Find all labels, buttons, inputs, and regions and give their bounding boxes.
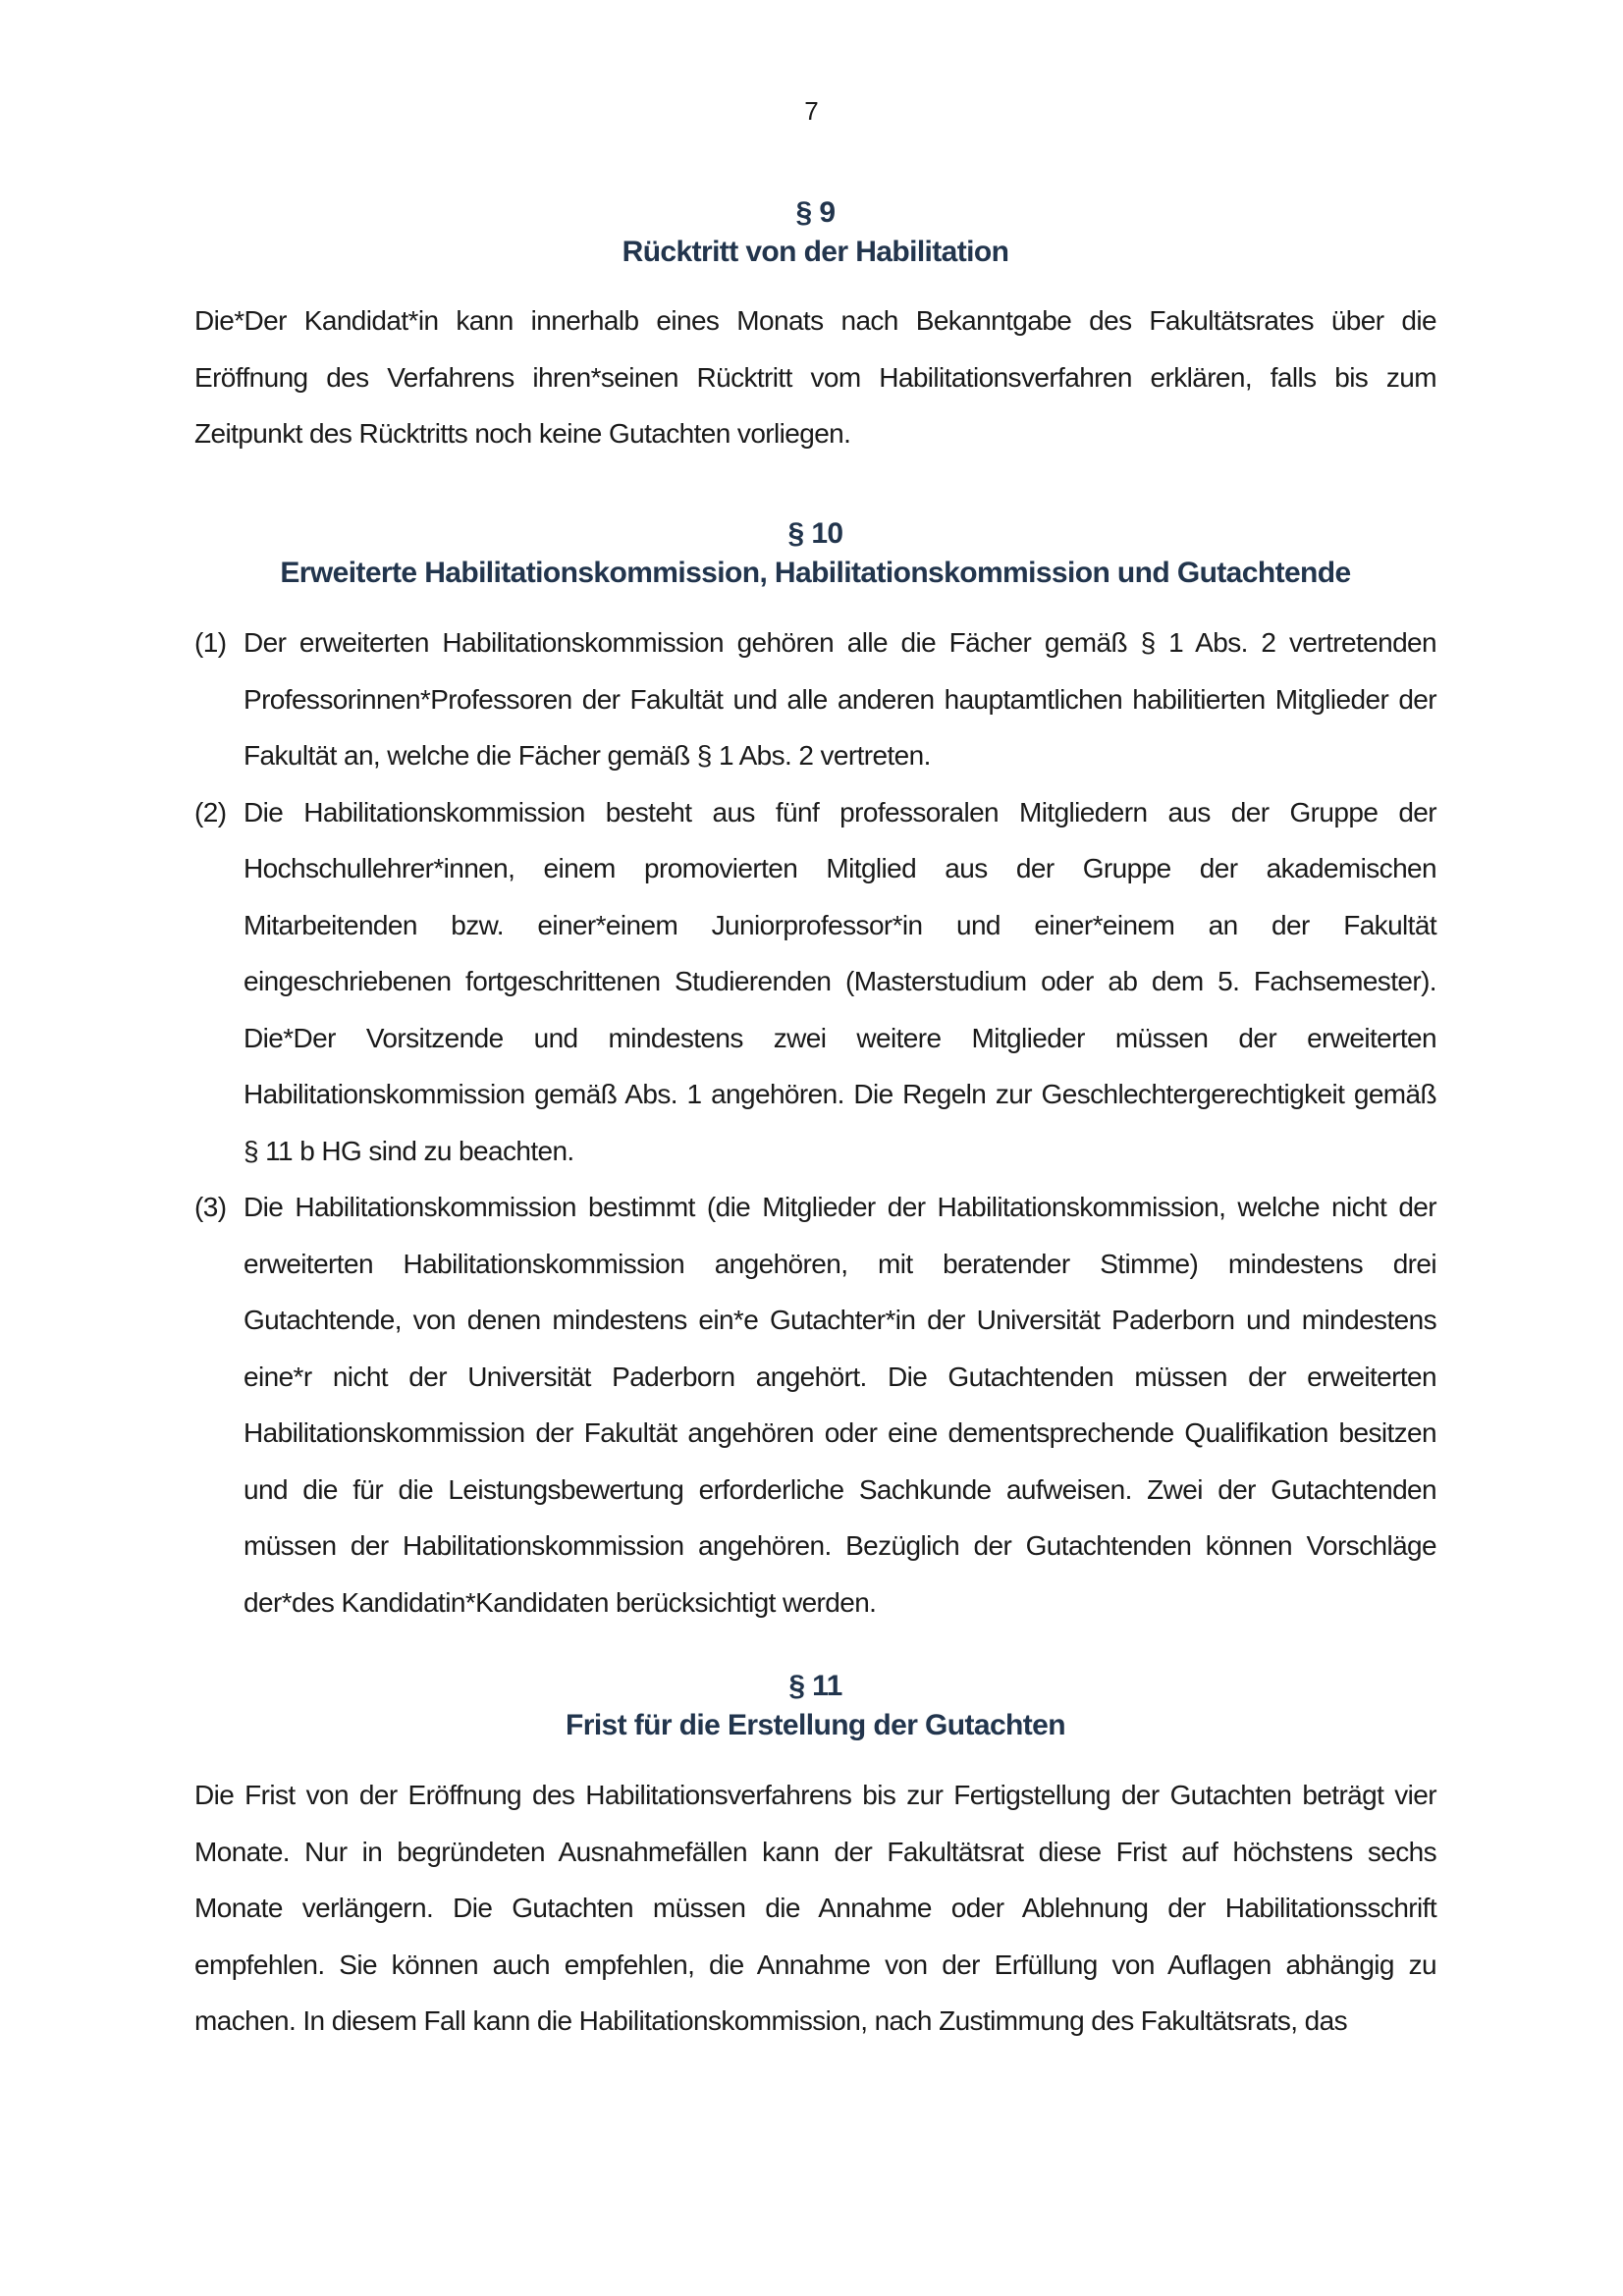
list-item bbox=[194, 614, 1436, 784]
section-9-number: § 9 bbox=[795, 196, 836, 229]
section-9-body bbox=[194, 293, 1436, 462]
section-11-paragraph: Die Frist von der Eröffnung des Habilitationsverfahrens bis zur Fertigstellung der Gutachten beträgt vier Monate. Nur in begründeten Ausnahmefällen kann der Fakultätsrat diese Frist auf höchstens sechs Monate verlängern. Die Gutachten müssen die Annahme oder Ablehnung der Habilitationsschrift empfehlen. Sie können auch empfehlen, die Annahme von der Erfüllung von Auflagen abhängig zu machen. In diesem Fall kann die Habilitationskommission, nach Zustimmung des Fakultätsrats, das bbox=[194, 1780, 1436, 2036]
list-item-number: (2) bbox=[194, 796, 227, 828]
section-11-heading bbox=[194, 1667, 1436, 1745]
section-10-number: § 10 bbox=[787, 517, 843, 550]
section-11-title: Frist für die Erstellung der Gutachten bbox=[566, 1709, 1065, 1741]
list-item-number: (3) bbox=[194, 1192, 227, 1222]
section-9-paragraph: Die*Der Kandidat*in kann innerhalb eines Monats nach Bekanntgabe des Fakultätsrates über die Eröffnung des Verfahrens ihren*seinen Rücktritt vom Habilitationsverfahren erklären, falls bis zum Zeitpunkt des Rücktritts noch keine Gutachten vorliegen. bbox=[194, 305, 1436, 449]
list-item bbox=[194, 1179, 1436, 1630]
list-item-text: Der erweiterten Habilitationskommission gehören alle die Fächer gemäß § 1 Abs. 2 vertretenden Professorinnen*Professoren der Fakultät und alle anderen hauptamtlichen habilitierten Mitglieder der Fakultät an, welche die Fächer gemäß § 1 Abs. 2 vertreten. bbox=[243, 627, 1436, 771]
list-item-text: Die Habilitationskommission bestimmt (die Mitglieder der Habilitationskommission, welche nicht der erweiterten Habilitationskommission angehören, mit beratender Stimme) mindestens drei Gutachtende, von denen mindestens ein*e Gutachter*in der Universität Paderborn und mindestens eine*r nicht der Universität Paderborn angehört. Die Gutachtenden müssen der erweiterten Habilitationskommission der Fakultät angehören oder eine dementsprechende Qualifikation besitzen und die für die Leistungsbewertung erforderliche Sachkunde aufweisen. Zwei der Gutachtenden müssen der Habilitationskommission angehören. Bezüglich der Gutachtenden können Vorschläge der*des Kandidatin*Kandidaten berücksichtigt werden. bbox=[243, 1192, 1436, 1618]
section-10-title: Erweiterte Habilitationskommission, Habilitationskommission und Gutachtende bbox=[280, 557, 1351, 589]
section-11-body bbox=[194, 1767, 1436, 2050]
list-item bbox=[194, 784, 1436, 1180]
list-item-text: Die Habilitationskommission besteht aus fünf professoralen Mitgliedern aus der Gruppe der Hochschullehrer*innen, einem promovierten Mitglied aus der Gruppe der akademischen Mitarbeitenden bzw. einer*einem Juniorprofessor*in und einer*einem an der Fakultät eingeschriebenen fortgeschrittenen Studierenden (Masterstudium oder ab dem 5. Fachsemester). Die*Der Vorsitzende und mindestens zwei weitere Mitglieder müssen der erweiterten Habilitationskommission gemäß Abs. 1 angehören. Die Regeln zur Geschlechtergerechtigkeit gemäß § 11 b HG sind zu beachten. bbox=[243, 796, 1436, 1166]
section-9-heading bbox=[194, 193, 1436, 272]
page-number: 7 bbox=[804, 96, 819, 126]
section-11-number: § 11 bbox=[788, 1670, 842, 1702]
list-item-number: (1) bbox=[194, 627, 227, 658]
section-10-heading bbox=[194, 514, 1436, 593]
section-9-title: Rücktritt von der Habilitation bbox=[622, 236, 1009, 268]
section-10-list bbox=[194, 614, 1436, 1630]
